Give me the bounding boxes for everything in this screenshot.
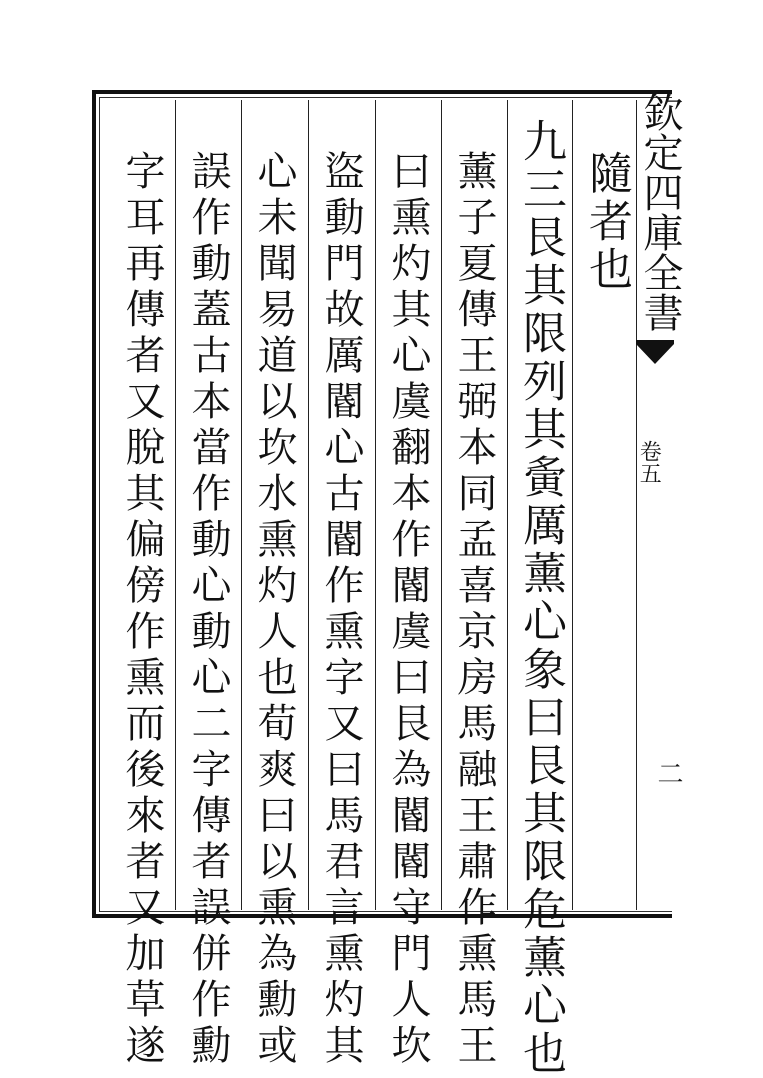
column-divider (308, 100, 309, 910)
text-column: 字耳再傳者又脫其偏傍作熏而後來者又加草遂 (119, 150, 165, 1070)
text-column: 薰子夏傳王弼本同孟喜京房馬融王肅作熏馬王 (451, 150, 497, 1070)
text-column: 誤作動蓋古本當作動心動心二字傳者誤併作勳 (185, 150, 231, 1070)
fishtail-mark (636, 340, 674, 368)
column-divider (441, 100, 442, 910)
collection-title: 欽定四庫全書 (637, 92, 683, 332)
text-column: 隨者也 (581, 150, 632, 294)
text-column: 心未聞易道以坎水熏灼人也荀爽曰以熏為勳或 (251, 150, 297, 1070)
text-column: 曰熏灼其心虞翻本作閽虞曰艮為閽閽守門人坎 (385, 150, 431, 1070)
column-divider (175, 100, 176, 910)
column-divider (507, 100, 508, 910)
column-divider (375, 100, 376, 910)
column-divider (572, 100, 573, 910)
text-column: 九三艮其限列其夤厲薰心象曰艮其限危薰心也 (515, 118, 566, 1078)
text-column: 盜動門故厲閽心古閽作熏字又曰馬君言熏灼其 (318, 150, 364, 1070)
column-divider (241, 100, 242, 910)
page-mark: 二 (653, 760, 683, 786)
juan-label: 卷五 (636, 440, 662, 484)
